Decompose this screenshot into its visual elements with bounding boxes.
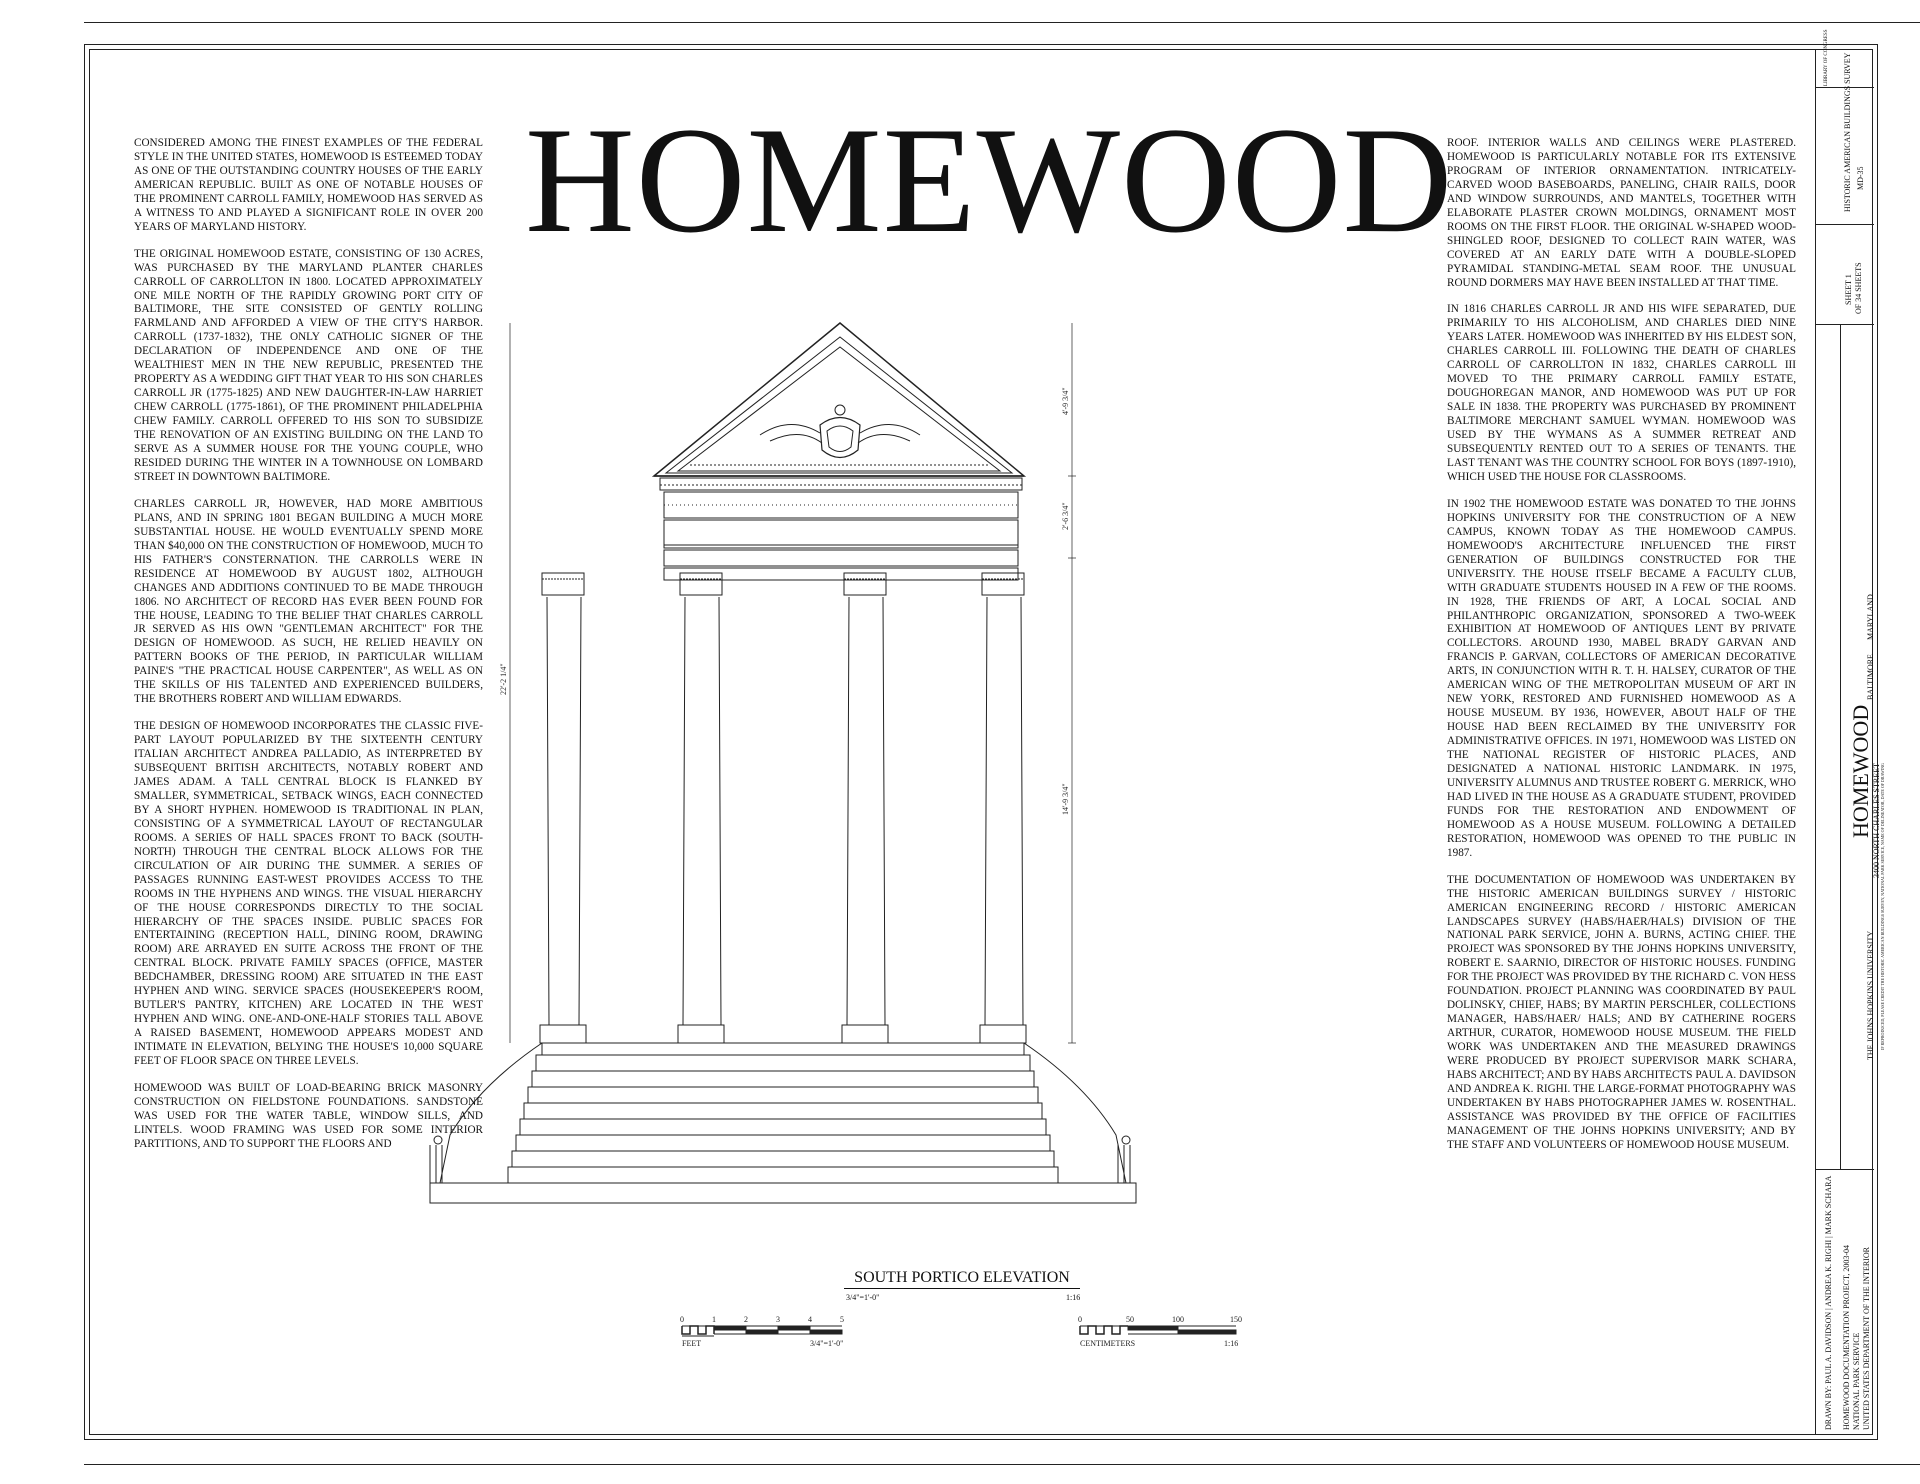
cm-tick-100: 100 xyxy=(1172,1315,1184,1324)
tb-fine-print: IF REPRODUCED, PLEASE CREDIT THE HISTORIC AMERICAN BUILDINGS SURVEY, NATIONAL PARK SERVICE, NAME OF DELINEATOR, DATE OF DRAWING xyxy=(1880,763,1885,1050)
cm-tick-150: 150 xyxy=(1230,1315,1242,1324)
tb-address: 3400 NORTH CHARLES STREET xyxy=(1872,763,1881,878)
tb-owner: THE JOHNS HOPKINS UNIVERSITY xyxy=(1866,930,1875,1060)
feet-tick-4: 4 xyxy=(808,1315,812,1324)
tb-sheet-total: OF 34 SHEETS xyxy=(1854,262,1863,314)
drawing-caption: SOUTH PORTICO ELEVATION xyxy=(854,1269,1070,1286)
tb-drawn-by: DRAWN BY: PAUL A. DAVIDSON | ANDREA K. RIGHI | MARK SCHARA xyxy=(1824,1175,1833,1430)
centimeter-scale-bar xyxy=(1078,1314,1258,1354)
dim-total: 22'-2 1/4" xyxy=(499,663,508,695)
columns xyxy=(547,597,1023,1025)
right-paragraph: THE DOCUMENTATION OF HOMEWOOD WAS UNDERTAKEN BY THE HISTORIC AMERICAN BUILDINGS SURVEY / HISTORIC AMERICAN ENGINEERING RECORD / HISTORIC AMERICAN LANDSCAPES SURVEY (HABS/HAER/HALS) DIVISION OF THE NATIONAL PARK SERVICE, JOHN A. BURNS, ACTING CHIEF. THE PROJECT WAS SPONSORED BY THE JOHNS HOPKINS UNIVERSITY, ROBERT E. SAARNIO, DIRECTOR OF HISTORIC HOUSES. FUNDING FOR THE PROJECT WAS PROVIDED BY THE RICHARD C. VON HESS FOUNDATION. PROJECT PLANNING WAS COORDINATED BY PAUL DOLINSKY, CHIEF, HABS; BY MARTIN PERSCHLER, COLLECTIONS MANAGER, HABS/HAER/ HALS; AND BY CATHERINE ROGERS ARTHUR, CURATOR, HOMEWOOD HOUSE MUSEUM. THE FIELD WORK WAS UNDERTAKEN AND THE MEASURED DRAWINGS WERE PRODUCED BY PROJECT SUPERVISOR MARK SCHARA, HABS ARCHITECT; AND BY HABS ARCHITECTS PAUL A. DAVIDSON AND ANDREA K. RIGHI. THE LARGE-FORMAT PHOTOGRAPHY WAS UNDERTAKEN BY HABS PHOTOGRAPHER JAMES W. ROSENTHAL. ASSISTANCE WAS PROVIDED BY THE OFFICE OF FACILITIES MANAGEMENT OF THE JOHNS HOPKINS UNIVERSITY; AND BY THE STAFF AND VOLUNTEERS OF HOMEWOOD HOUSE MUSEUM. xyxy=(1447,873,1796,1151)
sheet-bottom-rule xyxy=(84,1464,1920,1465)
left-paragraph: THE DESIGN OF HOMEWOOD INCORPORATES THE CLASSIC FIVE-PART LAYOUT POPULARIZED BY THE SIXTEENTH CENTURY ITALIAN ARCHITECT ANDREA PALLADIO, AS INTERPRETED BY SUBSEQUENT BRITISH ARCHITECTS, NOTABLY ROBERT AND JAMES ADAM. A TALL CENTRAL BLOCK IS FLANKED BY SMALLER, SYMMETRICAL, SETBACK WINGS, EACH CONNECTED BY A SHORT HYPHEN. HOMEWOOD IS TRADITIONAL IN PLAN, CONSISTING OF A SYMMETRICAL LAYOUT OF RECTANGULAR ROOMS. A SERIES OF HALL SPACES FRONT TO BACK (SOUTH-NORTH) THROUGH THE CENTRAL BLOCK ALLOWS FOR THE CIRCULATION OF AIR DURING THE SUMMER. A SERIES OF PASSAGES RUNNING EAST-WEST PROVIDES ACCESS TO THE ROOMS IN THE HYPHENS AND WINGS. THE VISUAL HIERARCHY OF THE HOUSE CORRESPONDS DIRECTLY TO THE SOCIAL HIERARCHY OF THE SPACES INSIDE. PUBLIC SPACES FOR ENTERTAINING (RECEPTION HALL, DINING ROOM, DRAWING ROOM) ARE ARRAYED EN SUITE ACROSS THE FRONT OF THE CENTRAL BLOCK. PRIVATE FAMILY SPACES (OFFICE, MASTER BEDCHAMBER, DRESSING ROOM) ARE SITUATED IN THE EAST HYPHEN AND WING. SERVICE SPACES (HOUSEKEEPER'S ROOM, BUTLER'S PANTRY, KITCHEN) ARE LOCATED IN THE WEST HYPHEN AND WING. ONE-AND-ONE-HALF STORIES TALL ABOVE A RAISED BASEMENT, HOMEWOOD APPEARS MODEST AND INTIMATE IN ELEVATION, BELYING THE HOUSE'S 10,000 SQUARE FEET OF FLOOR SPACE ON THREE LEVELS. xyxy=(134,720,483,1068)
feet-tick-3: 3 xyxy=(776,1315,780,1324)
tb-inner-rule xyxy=(1840,324,1841,1170)
right-paragraph: IN 1902 THE HOMEWOOD ESTATE WAS DONATED TO THE JOHNS HOPKINS UNIVERSITY FOR THE CONSTRUCTION OF A NEW CAMPUS, KNOWN TODAY AS THE HOMEWOOD CAMPUS. HOMEWOOD'S ARCHITECTURE INFLUENCED THE FIRST GENERATION OF BUILDINGS CONSTRUCTED FOR THE UNIVERSITY. THE HOUSE ITSELF BECAME A FACULTY CLUB, WITH GRADUATE STUDENTS HOUSED IN A FEW OF THE ROOMS. IN 1928, THE FRIENDS OF ART, A LOCAL SOCIAL AND PHILANTHROPIC ORGANIZATION, SPONSORED A TWO-WEEK EXHIBITION AT HOMEWOOD OF ANTIQUES LENT BY PRIVATE COLLECTORS. AROUND 1930, MABEL BRADY GARVAN AND FRANCIS P. GARVAN, COLLECTORS OF AMERICAN DECORATIVE ARTS, IN CONJUNCTION WITH R. T. H. HALSEY, CURATOR OF THE AMERICAN WING OF THE METROPOLITAN MUSEUM OF ART IN NEW YORK, RESTORED AND FURNISHED HOMEWOOD AS A HOUSE MUSEUM. BY 1936, HOWEVER, ABOUT HALF OF THE HOUSE HAD BEEN RECLAIMED BY THE UNIVERSITY FOR ADMINISTRATIVE OFFICES. IN 1971, HOMEWOOD WAS LISTED ON THE NATIONAL REGISTER OF HISTORIC PLACES, AND DESIGNATED A NATIONAL HISTORIC LANDMARK. IN 1975, UNIVERSITY ALUMNUS AND TRUSTEE ROBERT G. MERRICK, WHO HAD LIVED IN THE HOUSE AS A GRADUATE STUDENT, PROVIDED FUNDS FOR THE RESTORATION AND ENDOWMENT OF HOMEWOOD AS A HOUSE MUSEUM. FOLLOWING A DETAILED RESTORATION, HOMEWOOD WAS OPENED TO THE PUBLIC IN 1987. xyxy=(1447,497,1796,859)
right-text-column xyxy=(1447,137,1796,1166)
feet-label: FEET xyxy=(682,1339,702,1348)
tb-department: UNITED STATES DEPARTMENT OF THE INTERIOR xyxy=(1862,1247,1871,1430)
caption-scale-imperial: 3/4"=1'-0" xyxy=(846,1293,880,1302)
feet-tick-0: 0 xyxy=(680,1315,684,1324)
entablature xyxy=(660,478,1022,580)
dimension-lines xyxy=(510,323,1076,1043)
feet-ratio: 3/4"=1'-0" xyxy=(810,1339,844,1348)
left-paragraph: CONSIDERED AMONG THE FINEST EXAMPLES OF THE FEDERAL STYLE IN THE UNITED STATES, HOMEWOOD IS ESTEEMED TODAY AS ONE OF THE OUTSTANDING COUNTRY HOUSES OF THE EARLY AMERICAN REPUBLIC. BUILT AS ONE OF NOTABLE HOUSES OF THE PROMINENT CARROLL FAMILY, HOMEWOOD HAS SERVED AS A WITNESS TO AND PLAYED A SIGNIFICANT ROLE IN OVER 200 YEARS OF MARYLAND HISTORY. xyxy=(134,137,483,233)
dim-entablature: 2'-6 3/4" xyxy=(1061,502,1070,530)
tb-state: MARYLAND xyxy=(1866,594,1875,640)
tb-city: BALTIMORE xyxy=(1866,654,1875,700)
right-paragraph: ROOF. INTERIOR WALLS AND CEILINGS WERE PLASTERED. HOMEWOOD IS PARTICULARLY NOTABLE FOR ITS EXTENSIVE PROGRAM OF INTERIOR ORNAMENTATION. INTRICATELY-CARVED WOOD BASEBOARDS, PANELING, CHAIR RAILS, DOOR AND WINDOW SURROUNDS, AND MANTELS, TOGETHER WITH ELABORATE PLASTER CROWN MOLDINGS, ORNAMENT MOST ROOMS ON THE FIRST FLOOR. THE ORIGINAL W-SHAPED WOOD-SHINGLED ROOF, DESIGNED TO COLLECT RAIN WATER, WAS COVERED AT AN EARLY DATE WITH A DOUBLE-SLOPED PYRAMIDAL STANDING-METAL SEAM ROOF. THE UNUSUAL ROUND DORMERS MAY HAVE BEEN INSTALLED AT THAT TIME. xyxy=(1447,137,1796,289)
pediment xyxy=(654,323,1024,476)
dim-column: 14'-9 3/4" xyxy=(1061,783,1070,815)
feet-scale-bar xyxy=(680,1314,860,1354)
left-paragraph: HOMEWOOD WAS BUILT OF LOAD-BEARING BRICK MASONRY CONSTRUCTION ON FIELDSTONE FOUNDATIONS. SANDSTONE WAS USED FOR THE WATER TABLE, WINDOW SILLS, AND LINTELS. WOOD FRAMING WAS USED FOR SOME INTERIOR PARTITIONS, AND TO SUPPORT THE FLOORS AND xyxy=(134,1082,483,1150)
tb-divider xyxy=(1816,1169,1874,1170)
south-portico-elevation-drawing xyxy=(499,315,1240,1250)
tb-building-name: HOMEWOOD xyxy=(1848,704,1873,838)
caption-scale-metric: 1:16 xyxy=(1066,1293,1081,1302)
railings xyxy=(430,1043,1130,1183)
left-paragraph: CHARLES CARROLL JR, HOWEVER, HAD MORE AMBITIOUS PLANS, AND IN SPRING 1801 BEGAN BUILDING A MUCH MORE SUBSTANTIAL HOUSE. HE WOULD EVENTUALLY SPEND MORE THAN $40,000 ON THE CONSTRUCTION OF HOMEWOOD, MUCH TO HIS FATHER'S CONSTERNATION. THE CARROLLS WERE IN RESIDENCE AT HOMEWOOD BY AUGUST 1802, ALTHOUGH CHANGES AND ADDITIONS CONTINUED TO BE MADE THROUGH 1806. NO ARCHITECT OF RECORD HAS EVER BEEN FOUND FOR THE HOUSE, LEADING TO THE BELIEF THAT CHARLES CARROLL JR SERVED AS HIS OWN "GENTLEMAN ARCHITECT" FOR THE DESIGN OF HOMEWOOD. AS SUCH, HE RELIED HEAVILY ON PATTERN BOOKS OF THE PERIOD, IN PARTICULAR WILLIAM PAINE'S "THE PRACTICAL HOUSE CARPENTER", AS WELL AS ON THE SKILLS OF HIS TALENTED AND EXPERIENCED BUILDERS, THE BROTHERS ROBERT AND WILLIAM EDWARDS. xyxy=(134,497,483,706)
tb-divider xyxy=(1816,224,1874,225)
tb-library-note: LIBRARY OF CONGRESS xyxy=(1824,29,1829,86)
feet-tick-2: 2 xyxy=(744,1315,748,1324)
tb-survey-number: MD-35 xyxy=(1856,166,1865,190)
steps xyxy=(430,1043,1136,1203)
tb-divider xyxy=(1816,324,1874,325)
caption-rule xyxy=(844,1288,1080,1289)
left-paragraph: THE ORIGINAL HOMEWOOD ESTATE, CONSISTING OF 130 ACRES, WAS PURCHASED BY THE MARYLAND PLANTER CHARLES CARROLL OF CARROLLTON IN 1800. LOCATED APPROXIMATELY ONE MILE NORTH OF THE RAPIDLY GROWING PORT CITY OF BALTIMORE, THE SITE CONSISTED OF GENTLY ROLLING FARMLAND AND AFFORDED A VIEW OF THE CITY'S HARBOR. CARROLL (1737-1832), THE ONLY CATHOLIC SIGNER OF THE DECLARATION OF INDEPENDENCE AND ONE OF THE WEALTHIEST MEN IN THE NEW REPUBLIC, PRESENTED THE PROPERTY AS A WEDDING GIFT THAT YEAR TO HIS SON CHARLES CARROLL JR (1775-1825) AND NEW DAUGHTER-IN-LAW HARRIET CHEW CARROLL (1775-1861), OF THE PROMINENT PHILADELPHIA CHEW FAMILY. CARROLL OFFERED TO HIS SON TO SUBSIDIZE THE RENOVATION OF AN EXISTING BUILDING ON THE LAND TO SERVE AS A SUMMER HOUSE FOR THE YOUNG COUPLE, WHO RESIDED DURING THE WINTER IN A TOWNHOUSE ON LOMBARD STREET IN DOWNTOWN BALTIMORE. xyxy=(134,247,483,483)
feet-tick-5: 5 xyxy=(840,1315,844,1324)
cm-ratio: 1:16 xyxy=(1224,1339,1239,1348)
column-bases xyxy=(540,1025,1026,1043)
dim-pediment: 4'-9 3/4" xyxy=(1061,387,1070,415)
cm-tick-50: 50 xyxy=(1126,1315,1134,1324)
tb-survey-name: HISTORIC AMERICAN BUILDINGS SURVEY xyxy=(1843,52,1852,212)
feet-tick-1: 1 xyxy=(712,1315,716,1324)
tb-project: HOMEWOOD DOCUMENTATION PROJECT, 2003-04 xyxy=(1842,1245,1851,1430)
right-paragraph: IN 1816 CHARLES CARROLL JR AND HIS WIFE SEPARATED, DUE PRIMARILY TO HIS ALCOHOLISM, AND CHARLES DIED NINE YEARS LATER. HOMEWOOD WAS INHERITED BY HIS ELDEST SON, CHARLES CARROLL III. FOLLOWING THE DEATH OF CHARLES CARROLL OF CARROLLTON IN 1832, CHARLES CARROLL III MOVED TO THE PRIMARY CARROLL FAMILY ESTATE, DOUGHOREGAN MANOR, AND HOMEWOOD WAS PUT UP FOR SALE IN 1838. THE PROPERTY WAS PURCHASED BY PROMINENT BALTIMORE MERCHANT SAMUEL WYMAN. HOMEWOOD WAS USED BY THE WYMANS AS A SUMMER RETREAT AND SUBSEQUENTLY RENTED OUT TO A SERIES OF TENANTS. THE LAST TENANT WAS THE COUNTRY SCHOOL FOR BOYS (1897-1910), WHICH USED THE HOUSE FOR CLASSROOMS. xyxy=(1447,303,1796,483)
tb-agency: NATIONAL PARK SERVICE xyxy=(1852,1332,1861,1430)
cm-label: CENTIMETERS xyxy=(1080,1339,1136,1348)
sheet-top-rule xyxy=(84,22,1920,23)
cm-tick-0: 0 xyxy=(1078,1315,1082,1324)
sheet-title: HOMEWOOD xyxy=(525,96,1454,264)
left-text-column xyxy=(134,137,483,1165)
column-capitals xyxy=(542,573,1024,595)
tb-sheet-number: SHEET 1 xyxy=(1844,274,1853,305)
